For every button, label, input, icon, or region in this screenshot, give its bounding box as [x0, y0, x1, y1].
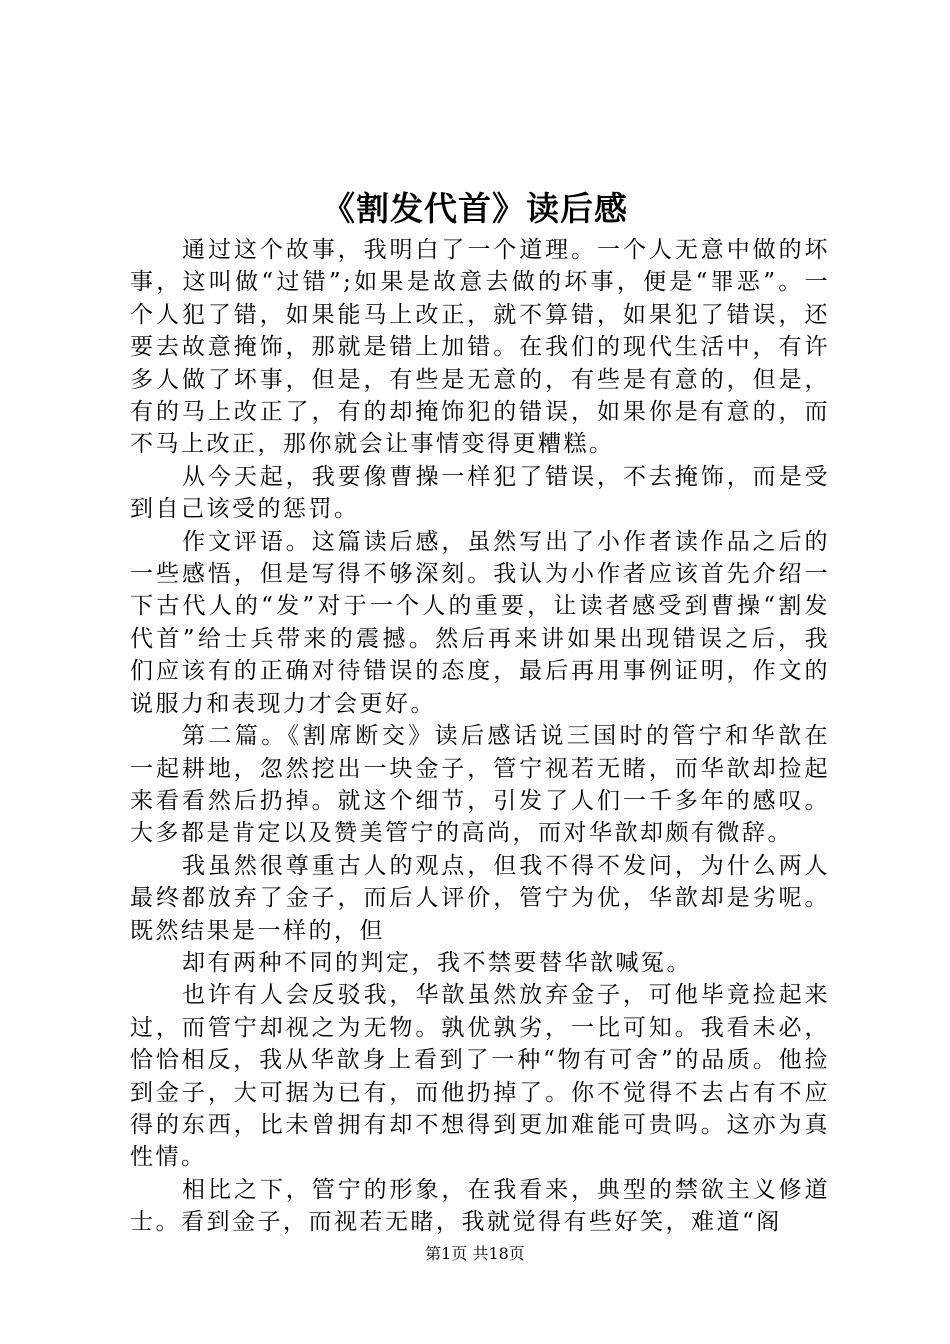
paragraph: 作文评语。这篇读后感，虽然写出了小作者读作品之后的一些感悟，但是写得不够深刻。我认为小作者应该首先介绍一下古代人的“发”对于一个人的重要，让读者感受到曹操“割发代首”给士兵带来的震撼。然后再来讲如果出现错误之后，我们应该有的正确对待错误的态度，最后再用事例证明，作文的说服力和表现力才会更好。	[130, 528, 830, 717]
paragraph: 通过这个故事，我明白了一个道理。一个人无意中做的坏事，这叫做“过错”;如果是故意去做的坏事，便是“罪恶”。一个人犯了错，如果能马上改正，就不算错，如果犯了错误，还要去故意掩饰，那就是错上加错。在我们的现代生活中，有许多人做了坏事，但是，有些是无意的，有些是有意的，但是，有的马上改正了，有的却掩饰犯的错误，如果你是有意的，而不马上改正，那你就会让事情变得更糟糕。	[130, 237, 830, 458]
document-title: 《割发代首》读后感	[322, 189, 628, 228]
page-number-footer: 第1页 共18页	[425, 1244, 525, 1263]
paragraph: 我虽然很尊重古人的观点，但我不得不发问，为什么两人最终都放弃了金子，而后人评价，管宁为优，华歆却是劣呢。既然结果是一样的，但	[130, 852, 830, 944]
paragraph: 相比之下，管宁的形象，在我看来，典型的禁欲主义修道士。看到金子，而视若无睹，我就觉得有些好笑，难道“阁	[130, 1176, 830, 1236]
paragraph: 却有两种不同的判定，我不禁要替华歆喊冤。	[182, 949, 692, 976]
paragraph: 从今天起，我要像曹操一样犯了错误，不去掩饰，而是受到自己该受的惩罚。	[130, 463, 830, 523]
document-body	[130, 234, 830, 1239]
paragraph: 第二篇。《割席断交》读后感话说三国时的管宁和华歆在一起耕地，忽然挖出一块金子，管宁视若无睹，而华歆却捡起来看看然后扔掉。就这个细节，引发了人们一千多年的感叹。大多都是肯定以及赞美管宁的高尚，而对华歆却颇有微辞。	[130, 723, 830, 847]
paragraph: 也许有人会反驳我，华歆虽然放弃金子，可他毕竟捡起来过，而管宁却视之为无物。孰优孰劣，一比可知。我看未必，恰恰相反，我从华歆身上看到了一种“物有可舍”的品质。他捡到金子，大可据为已有，而他扔掉了。你不觉得不去占有不应得的东西，比未曾拥有却不想得到更加难能可贵吗。这亦为真性情。	[130, 982, 830, 1171]
